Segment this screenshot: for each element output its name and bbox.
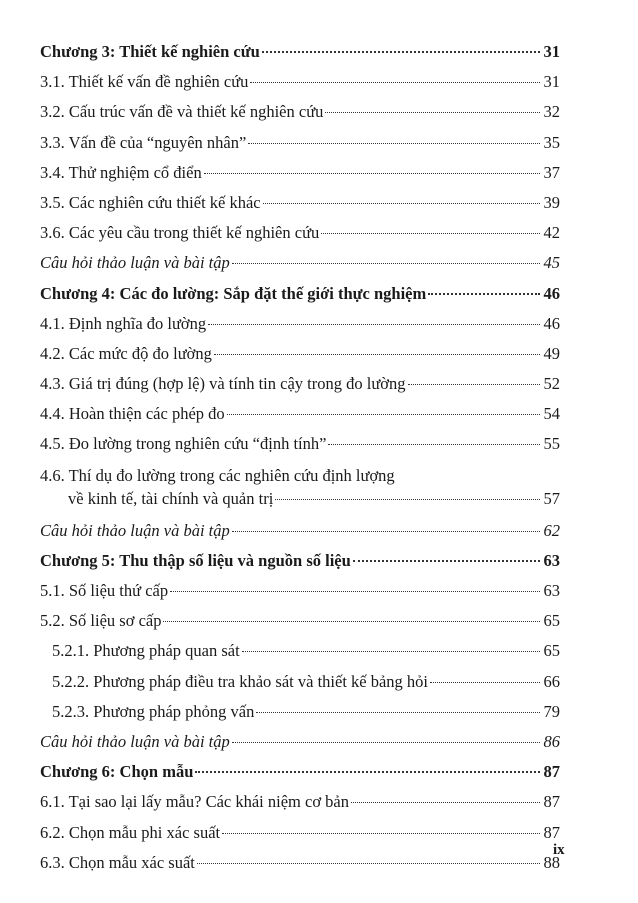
- dot-leader: [351, 801, 540, 803]
- toc-page-number: 31: [543, 72, 560, 92]
- toc-section-entry[interactable]: [40, 309, 560, 339]
- toc-entry-title: Câu hỏi thảo luận và bài tập: [40, 520, 230, 540]
- toc-section-entry[interactable]: [40, 460, 560, 516]
- page-number: ix: [553, 842, 565, 858]
- dot-leader: [263, 202, 540, 204]
- dot-leader: [222, 832, 540, 834]
- toc-questions-entry[interactable]: [40, 727, 560, 757]
- toc-section-entry[interactable]: [40, 218, 560, 248]
- toc-entry-title: 5.2.1. Phương pháp quan sát: [52, 641, 240, 661]
- dot-leader: [242, 650, 540, 652]
- toc-subsection-entry[interactable]: [40, 697, 560, 727]
- toc-entry-title-continued: về kinh tế, tài chính và quản trị: [68, 488, 274, 508]
- dot-leader: [227, 413, 540, 415]
- toc-entry-title: 3.1. Thiết kế vấn đề nghiên cứu: [40, 72, 249, 92]
- toc-section-entry[interactable]: [40, 787, 560, 817]
- toc-section-entry[interactable]: [40, 606, 560, 636]
- toc-page-number: 63: [543, 581, 560, 600]
- toc-page-number: 32: [543, 102, 560, 122]
- toc-page-number: 63: [543, 550, 560, 570]
- toc-page-number: 66: [543, 671, 560, 691]
- toc-chapter-entry[interactable]: [40, 546, 560, 576]
- toc-entry-title: 5.2. Số liệu sơ cấp: [40, 611, 162, 631]
- toc-entry-title: Chương 6: Chọn mẫu: [40, 762, 194, 782]
- toc-page-number: 49: [543, 343, 560, 363]
- toc-page-number: 55: [543, 434, 560, 454]
- toc-entry-title: 5.2.3. Phương pháp phỏng vấn: [52, 701, 255, 721]
- toc-page-number: 39: [543, 192, 560, 212]
- dot-leader: [232, 262, 540, 264]
- toc-entry-title: Chương 3: Thiết kế nghiên cứu: [40, 42, 260, 61]
- dot-leader: [197, 862, 540, 864]
- dot-leader: [214, 353, 540, 355]
- toc-questions-entry[interactable]: [40, 248, 560, 278]
- toc-page-number: 87: [543, 792, 560, 812]
- toc-page-number: 54: [543, 404, 560, 424]
- toc-section-entry[interactable]: [40, 158, 560, 188]
- dot-leader: [408, 383, 541, 385]
- toc-section-entry[interactable]: [40, 429, 560, 459]
- toc-page-number: 86: [543, 731, 560, 751]
- toc-entry-title: 6.3. Chọn mẫu xác suất: [40, 852, 195, 872]
- toc-entry-title: 4.5. Đo lường trong nghiên cứu “định tính”: [40, 434, 327, 454]
- toc-entry-title: 3.2. Cấu trúc vấn đề và thiết kế nghiên cứu: [40, 102, 324, 122]
- toc-page-number: 62: [543, 520, 560, 540]
- dot-leader: [262, 50, 540, 53]
- toc-subsection-entry[interactable]: [40, 636, 560, 666]
- dot-leader: [232, 530, 540, 532]
- toc-section-entry[interactable]: [40, 369, 560, 399]
- dot-leader: [250, 81, 540, 83]
- toc-chapter-entry[interactable]: [40, 279, 560, 309]
- toc-page-number: 42: [543, 223, 560, 243]
- toc-page-number: 31: [543, 42, 560, 61]
- toc-entry-title: 3.4. Thử nghiệm cổ điển: [40, 162, 202, 182]
- toc-page-number: 52: [543, 374, 560, 394]
- toc-page-number: 46: [543, 283, 560, 303]
- dot-leader: [275, 498, 540, 500]
- toc-section-entry[interactable]: [40, 188, 560, 218]
- toc-page-number: 87: [543, 822, 560, 842]
- toc-entry-title: 3.3. Vấn đề của “nguyên nhân”: [40, 132, 247, 152]
- dot-leader: [208, 323, 540, 325]
- toc-section-entry[interactable]: [40, 818, 560, 848]
- toc-entry-title: 3.5. Các nghiên cứu thiết kế khác: [40, 192, 261, 212]
- toc-entry-title: 3.6. Các yêu cầu trong thiết kế nghiên cứu: [40, 223, 320, 243]
- toc-entry-title: 5.1. Số liệu thứ cấp: [40, 581, 169, 600]
- toc-page-number: 57: [543, 488, 560, 508]
- toc-page-number: 37: [543, 162, 560, 182]
- toc-section-entry[interactable]: [40, 67, 560, 97]
- toc-entry-title: Câu hỏi thảo luận và bài tập: [40, 253, 230, 273]
- dot-leader: [430, 681, 540, 683]
- toc-chapter-entry[interactable]: [40, 37, 560, 67]
- toc-page-number: 87: [543, 762, 560, 782]
- toc-section-entry[interactable]: [40, 339, 560, 369]
- toc-entry-title: 4.2. Các mức độ đo lường: [40, 343, 212, 363]
- toc-entry-title: 4.1. Định nghĩa đo lường: [40, 313, 207, 333]
- toc-entry-title: 6.1. Tại sao lại lấy mẫu? Các khái niệm cơ bản: [40, 792, 349, 812]
- toc-page-number: 35: [543, 132, 560, 152]
- dot-leader: [204, 172, 540, 174]
- dot-leader: [170, 590, 540, 592]
- toc-section-entry[interactable]: [40, 97, 560, 127]
- dot-leader: [195, 770, 540, 773]
- dot-leader: [232, 741, 540, 743]
- toc-chapter-entry[interactable]: [40, 757, 560, 787]
- toc-page-number: 65: [543, 641, 560, 661]
- dot-leader: [248, 142, 540, 144]
- dot-leader: [163, 620, 540, 622]
- dot-leader: [256, 711, 540, 713]
- toc-subsection-entry[interactable]: [40, 667, 560, 697]
- toc-page-number: 45: [543, 253, 560, 273]
- toc-entry-title: 4.6. Thí dụ đo lường trong các nghiên cứu định lượng: [40, 465, 395, 485]
- toc-section-entry[interactable]: [40, 848, 560, 878]
- dot-leader: [325, 111, 540, 113]
- table-of-contents: [40, 37, 560, 878]
- toc-entry-title: 6.2. Chọn mẫu phi xác suất: [40, 822, 221, 842]
- toc-entry-title: 5.2.2. Phương pháp điều tra khảo sát và thiết kế bảng hỏi: [52, 671, 429, 691]
- toc-page-number: 88: [543, 852, 560, 872]
- toc-section-entry[interactable]: [40, 576, 560, 606]
- toc-entry-title: 4.4. Hoàn thiện các phép đo: [40, 404, 225, 424]
- dot-leader: [321, 232, 540, 234]
- toc-entry-title: 4.3. Giá trị đúng (hợp lệ) và tính tin cậy trong đo lường: [40, 374, 406, 394]
- toc-page-number: 79: [543, 701, 560, 721]
- toc-questions-entry[interactable]: [40, 516, 560, 546]
- toc-entry-title: Chương 5: Thu thập số liệu và nguồn số liệu: [40, 550, 351, 570]
- toc-page-number: 46: [543, 313, 560, 333]
- toc-page-number: 65: [543, 611, 560, 631]
- dot-leader: [428, 292, 540, 295]
- toc-section-entry[interactable]: [40, 399, 560, 429]
- dot-leader: [353, 559, 540, 562]
- toc-entry-title: Câu hỏi thảo luận và bài tập: [40, 731, 230, 751]
- dot-leader: [328, 443, 540, 445]
- toc-entry-title: Chương 4: Các đo lường: Sắp đặt thế giới thực nghiệm: [40, 283, 427, 303]
- toc-section-entry[interactable]: [40, 128, 560, 158]
